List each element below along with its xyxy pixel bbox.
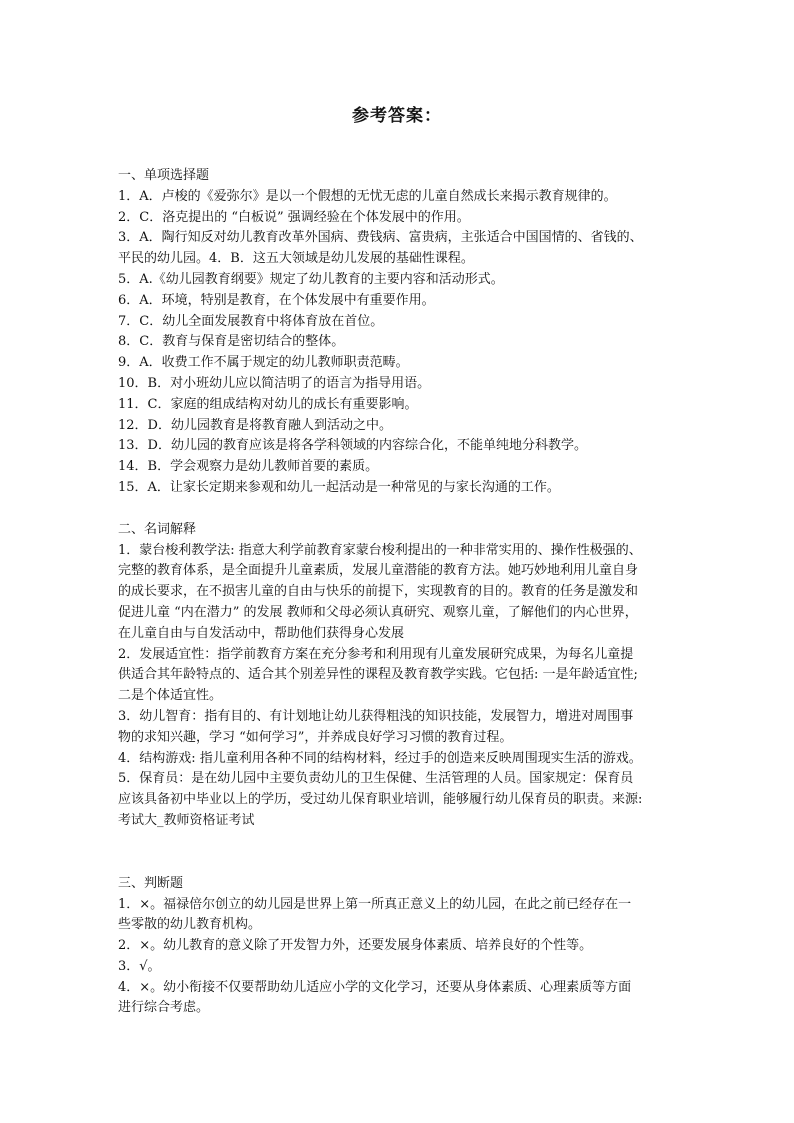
answer-line: 2．×。幼儿教育的意义除了开发智力外，还要发展身体素质、培养良好的个性等。 xyxy=(118,938,593,954)
answer-line: 6．A．环境，特别是教育，在个体发展中有重要作用。 xyxy=(118,292,435,308)
answer-line: 二是个体适宜性。 xyxy=(118,688,223,704)
answer-line: 3．√。 xyxy=(118,958,161,974)
answer-line: 4．结构游戏: 指儿童利用各种不同的结构材料，经过手的创造来反映周围现实生活的游戏。 xyxy=(118,750,642,766)
answer-line: 的成长要求，在不损害儿童的自由与快乐的前提下，实现教育的目的。教育的任务是激发和 xyxy=(118,584,639,600)
answer-line: 促进儿童 “内在潜力” 的发展 教师和父母必须认真研究、观察儿童，了解他们的内心世界， xyxy=(118,604,638,620)
section-judgement xyxy=(118,874,676,1020)
answer-line: 13．D．幼儿园的教育应该是将各学科领域的内容综合化，不能单纯地分科教学。 xyxy=(118,438,587,454)
answer-line: 平民的幼儿园。4．B．这五大领域是幼儿发展的基础性课程。 xyxy=(118,251,474,267)
answer-line: 12．D．幼儿园教育是将教育融人到活动之中。 xyxy=(118,417,392,433)
answer-line: 3．幼儿智育：指有目的、有计划地让幼儿获得粗浅的知识技能，发展智力，增进对周围事 xyxy=(118,708,634,724)
answer-line: 进行综合考虑。 xyxy=(118,1000,210,1016)
section-heading: 二、名词解释 xyxy=(118,521,197,537)
answer-line: 供适合其年龄特点的、适合其个别差异性的课程及教育教学实践。它包括: 一是年龄适宜性; xyxy=(118,667,638,683)
answer-line: 5．保育员：是在幼儿园中主要负责幼儿的卫生保健、生活管理的人员。国家规定：保育员 xyxy=(118,771,634,787)
answer-line: 2．C．洛克提出的 “白板说” 强调经验在个体发展中的作用。 xyxy=(118,209,470,225)
answer-line: 15．A．让家长定期来参观和幼儿一起活动是一种常见的与家长沟通的工作。 xyxy=(118,479,560,495)
answer-line: 应该具备初中毕业以上的学历，受过幼儿保育职业培训，能够履行幼儿保育员的职责。来源: xyxy=(118,792,643,808)
answer-line: 14．B．学会观察力是幼儿教师首要的素质。 xyxy=(118,459,379,475)
answer-line: 9．A．收费工作不属于规定的幼儿教师职责范畴。 xyxy=(118,355,409,371)
answer-line: 7．C．幼儿全面发展教育中将体育放在首位。 xyxy=(118,313,384,329)
answer-line: 1．蒙台梭利教学法: 指意大利学前教育家蒙台梭利提出的一种非常实用的、操作性极强的、 xyxy=(118,542,642,558)
answer-line: 5．A.《幼儿园教育纲要》规定了幼儿教育的主要内容和活动形式。 xyxy=(118,271,504,287)
answer-line: 3．A．陶行知反对幼儿教育改革外国病、费钱病、富贵病，主张适合中国国情的、省钱的、 xyxy=(118,230,643,246)
answer-line: 10．B．对小班幼儿应以简洁明了的语言为指导用语。 xyxy=(118,375,431,391)
section-terms xyxy=(118,520,676,832)
answer-line: 些零散的幼儿教育机构。 xyxy=(118,917,262,933)
section-spacer xyxy=(118,832,676,874)
answer-line: 2．发展适宜性：指学前教育方案在充分参考和利用现有儿童发展研究成果，为每名儿童提 xyxy=(118,646,634,662)
answer-line: 1．A．卢梭的《爱弥尔》是以一个假想的无忧无虑的儿童自然成长来揭示教育规律的。 xyxy=(118,188,617,204)
page-title: 参考答案： xyxy=(352,106,442,126)
answer-line: 1．×。福禄倍尔创立的幼儿园是世界上第一所真正意义上的幼儿园，在此之前已经存在一 xyxy=(118,896,632,912)
answer-line: 物的求知兴趣，学习 “如何学习”，并养成良好学习习惯的教育过程。 xyxy=(118,729,513,745)
answer-line: 8．C．教育与保育是密切结合的整体。 xyxy=(118,334,345,350)
answer-line: 考试大_教师资格证考试 xyxy=(118,812,255,828)
answer-line: 4．×。幼小衔接不仅要帮助幼儿适应小学的文化学习，还要从身体素质、心理素质等方面 xyxy=(118,979,632,995)
answer-line: 完整的教育体系，是全面提升儿童素质，发展儿童潜能的教育方法。她巧妙地利用儿童自身 xyxy=(118,563,639,579)
section-heading: 一、单项选择题 xyxy=(118,168,210,183)
section-spacer xyxy=(118,499,676,520)
section-heading: 三、判断题 xyxy=(118,875,184,891)
answer-line: 11．C．家庭的组成结构对幼儿的成长有重要影响。 xyxy=(118,396,418,412)
answer-line: 在儿童自由与自发活动中，帮助他们获得身心发展 xyxy=(118,625,405,641)
section-single-choice xyxy=(118,166,676,499)
